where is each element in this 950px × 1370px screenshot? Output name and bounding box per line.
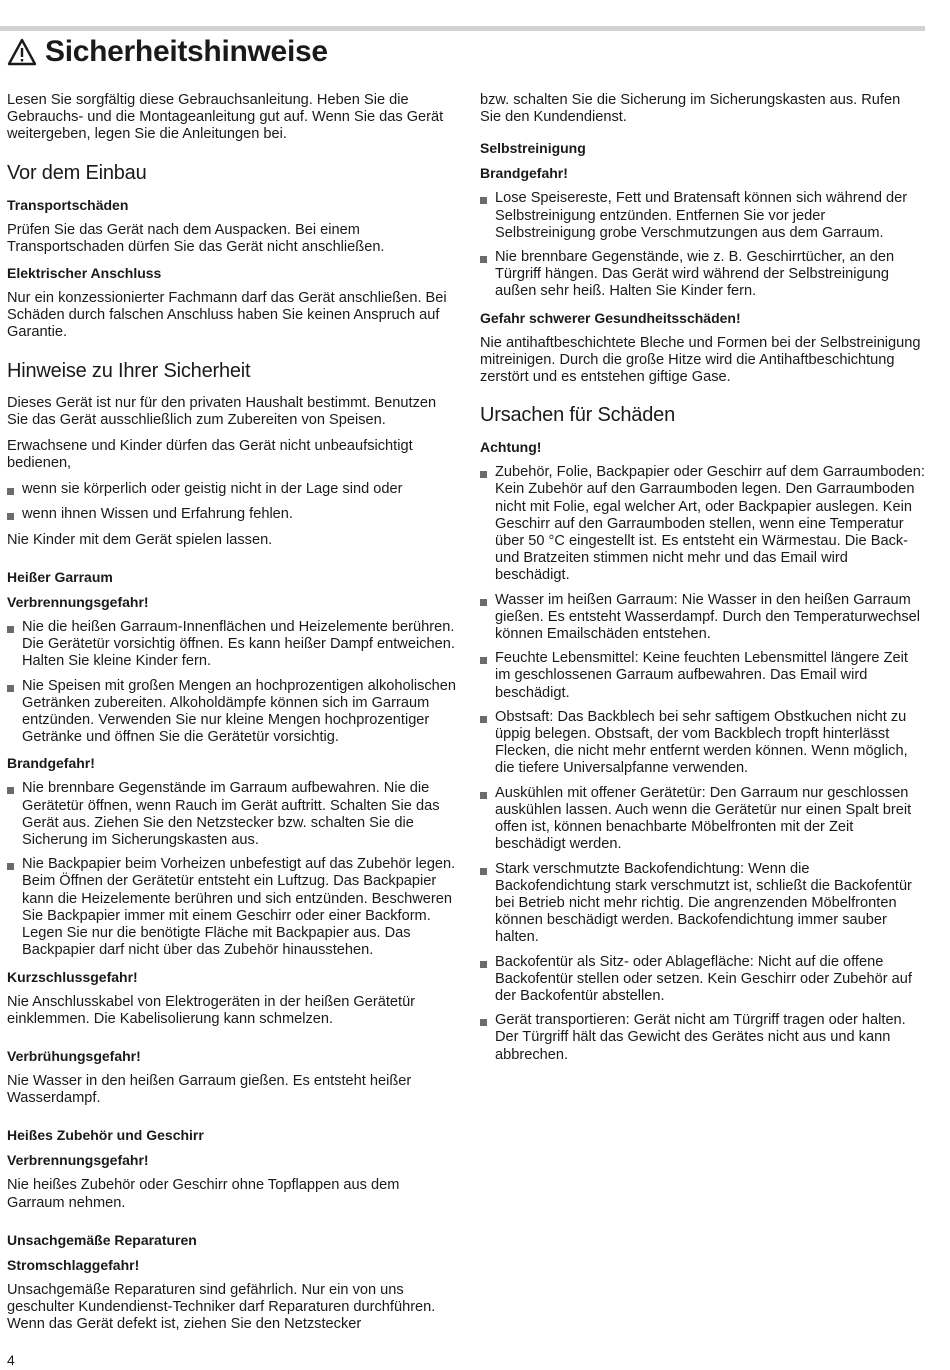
- hinweise-list: [7, 481, 459, 522]
- heading-elektrischer-anschluss: Elektrischer Anschluss: [7, 265, 162, 282]
- square-bullet-icon: [7, 787, 14, 794]
- square-bullet-icon: [7, 513, 14, 520]
- list-item: Stark verschmutzte Backofendichtung: Wenn die Backofendichtung stark verschmutzt ist, schließt die Backofentür bei Betrieb nicht mehr richtig. Die angrenzenden Möbelfronten können beschädigt werden. Backofendichtung immer sauber halten.: [480, 861, 925, 947]
- square-bullet-icon: [480, 599, 487, 606]
- gesundheit-text: Nie antihaftbeschichtete Bleche und Formen bei der Selbstreinigung mitreinigen. Durch die große Hitze wird die Antihaftbeschichtung zerstört und es entstehen giftige Gase.: [480, 334, 921, 386]
- square-bullet-icon: [7, 685, 14, 692]
- heading-heisser-garraum: Heißer Garraum: [7, 569, 113, 586]
- square-bullet-icon: [480, 256, 487, 263]
- right-column: [480, 92, 925, 1073]
- list-item: Lose Speisereste, Fett und Bratensaft können sich während der Selbstreinigung entzünden. Entfernen Sie vor jeder Selbstreinigung grobe Verschmutzungen aus dem Garraum.: [480, 190, 925, 242]
- left-column: [7, 92, 459, 1342]
- hinweise-paragraph: Nie Kinder mit dem Gerät spielen lassen.: [7, 531, 273, 548]
- list-item: Backofentür als Sitz- oder Ablagefläche: Nicht auf die offene Backofentür stellen oder setzen. Kein Geschirr oder Zubehör auf der Backofentür abstellen.: [480, 954, 925, 1006]
- square-bullet-icon: [480, 716, 487, 723]
- zubehoer-text: Nie heißes Zubehör oder Geschirr ohne Topflappen aus dem Garraum nehmen.: [7, 1177, 400, 1211]
- heading-transportschaeden: Transportschäden: [7, 196, 129, 213]
- heading-selbstreinigung: Selbstreinigung: [480, 140, 586, 157]
- hinweise-paragraph: Dieses Gerät ist nur für den privaten Haushalt bestimmt. Benutzen Sie das Gerät ausschließlich zum Zubereiten von Speisen.: [7, 394, 437, 428]
- heading-brandgefahr: Brandgefahr!: [7, 755, 95, 772]
- page-title-text: Sicherheitshinweise: [45, 35, 328, 68]
- reparaturen-text: Unsachgemäße Reparaturen sind gefährlich. Nur ein von uns geschulter Kundendienst-Techniker darf Reparaturen durchführen. Wenn das Gerät defekt ist, ziehen Sie den Netzstecker: [7, 1281, 436, 1333]
- square-bullet-icon: [480, 868, 487, 875]
- verbruehung-text: Nie Wasser in den heißen Garraum gießen. Es entsteht heißer Wasserdampf.: [7, 1072, 412, 1107]
- square-bullet-icon: [7, 863, 14, 870]
- heading-achtung: Achtung!: [480, 439, 542, 456]
- selbstreinigung-list: [480, 190, 925, 300]
- transport-text: Prüfen Sie das Gerät nach dem Auspacken. Bei einem Transportschaden dürfen Sie das Gerät nicht anschließen.: [7, 221, 385, 255]
- heading-hinweise-sicherheit: Hinweise zu Ihrer Sicherheit: [7, 359, 251, 382]
- heading-verbruehungsgefahr: Verbrühungsgefahr!: [7, 1047, 141, 1064]
- warning-triangle-icon: [7, 38, 37, 66]
- list-item: wenn sie körperlich oder geistig nicht in der Lage sind oder: [7, 481, 459, 498]
- square-bullet-icon: [480, 1019, 487, 1026]
- heading-verbrennungsgefahr-zubehoer: Verbrennungsgefahr!: [7, 1152, 149, 1169]
- heading-vor-dem-einbau: Vor dem Einbau: [7, 161, 147, 184]
- list-item: Gerät transportieren: Gerät nicht am Türgriff tragen oder halten. Der Türgriff hält das Gewicht des Gerätes nicht aus und kann abbrechen.: [480, 1012, 925, 1064]
- square-bullet-icon: [480, 471, 487, 478]
- square-bullet-icon: [480, 197, 487, 204]
- list-item: Nie Backpapier beim Vorheizen unbefestigt auf das Zubehör legen. Beim Öffnen der Gerätetür entsteht ein Luftzug. Das Backpapier kann die Heizelemente berühren und sich entzünden. Beschweren Sie Backpapier immer mit einem Geschirr oder einer Backform. Legen Sie nur die benötigte Fläche mit Backpapier aus. Das Backpapier darf nicht über das Zubehör hinausstehen.: [7, 856, 459, 959]
- square-bullet-icon: [480, 657, 487, 664]
- brand-list: [7, 780, 459, 959]
- list-item: wenn ihnen Wissen und Erfahrung fehlen.: [7, 506, 459, 523]
- kurzschluss-text: Nie Anschlusskabel von Elektrogeräten in der heißen Gerätetür einklemmen. Die Kabelisolierung kann schmelzen.: [7, 993, 416, 1027]
- elektrisch-text: Nur ein konzessionierter Fachmann darf das Gerät anschließen. Bei Schäden durch falschen Anschluss haben Sie keinen Anspruch auf Garantie.: [7, 290, 447, 341]
- continuation-text: bzw. schalten Sie die Sicherung im Sicherungskasten aus. Rufen Sie den Kundendienst.: [480, 92, 901, 126]
- list-item: Nie die heißen Garraum-Innenflächen und Heizelemente berühren. Die Gerätetür vorsichtig öffnen. Es kann heißer Dampf entweichen. Halten Sie kleine Kinder fern.: [7, 619, 459, 671]
- list-item: Feuchte Lebensmittel: Keine feuchten Lebensmittel längere Zeit im geschlossenen Garraum aufbewahren. Das Email wird beschädigt.: [480, 650, 925, 702]
- heading-kurzschlussgefahr: Kurzschlussgefahr!: [7, 968, 138, 985]
- page-title: [7, 34, 328, 70]
- list-item: Zubehör, Folie, Backpapier oder Geschirr auf dem Garraumboden: Kein Zubehör auf den Garraumboden legen. Den Garraumboden nicht mit Folie, egal welcher Art, oder Backpapier auslegen. Kein Geschirr auf den Garraumboden stellen, wenn eine Temperatur über 50 °C eingestellt ist. Es entsteht ein Wärmestau. Die Back- und Bratzeiten stimmen nicht mehr und das Email wird beschädigt.: [480, 464, 925, 584]
- heading-ursachen-schaeden: Ursachen für Schäden: [480, 404, 676, 427]
- heading-unsachgemaesse-reparaturen: Unsachgemäße Reparaturen: [7, 1231, 197, 1248]
- list-item: Wasser im heißen Garraum: Nie Wasser in den heißen Garraum gießen. Es entsteht Wasserdampf. Durch den Temperaturwechsel können Emailschäden entstehen.: [480, 592, 925, 644]
- heading-verbrennungsgefahr: Verbrennungsgefahr!: [7, 594, 149, 611]
- heading-stromschlaggefahr: Stromschlaggefahr!: [7, 1256, 140, 1273]
- heading-brandgefahr-selbstreinigung: Brandgefahr!: [480, 165, 568, 182]
- heading-gesundheitsschaeden: Gefahr schwerer Gesundheitsschäden!: [480, 309, 741, 326]
- intro-text: Lesen Sie sorgfältig diese Gebrauchsanleitung. Heben Sie die Gebrauchs- und die Montageanleitung gut auf. Wenn Sie das Gerät weitergeben, legen Sie die Anleitungen bei.: [7, 92, 444, 143]
- verbrennung-list: [7, 619, 459, 746]
- square-bullet-icon: [7, 626, 14, 633]
- heading-heisses-zubehoer: Heißes Zubehör und Geschirr: [7, 1127, 204, 1144]
- list-item: Nie brennbare Gegenstände im Garraum aufbewahren. Nie die Gerätetür öffnen, wenn Rauch im Gerät auftritt. Schalten Sie das Gerät aus. Ziehen Sie den Netzstecker bzw. schalten Sie die Sicherung im Sicherungskasten aus.: [7, 780, 459, 849]
- list-item: Nie Speisen mit großen Mengen an hochprozentigen alkoholischen Getränken zubereiten. Alkoholdämpfe können sich im Garraum entzünden. Verwenden Sie nur kleine Mengen hochprozentiger Getränke und öffnen Sie die Gerätetür vorsichtig.: [7, 678, 459, 747]
- square-bullet-icon: [480, 792, 487, 799]
- hinweise-paragraph: Erwachsene und Kinder dürfen das Gerät nicht unbeaufsichtigt bedienen,: [7, 438, 413, 472]
- list-item: Auskühlen mit offener Gerätetür: Den Garraum nur geschlossen auskühlen lassen. Auch wenn die Gerätetür nur einen Spalt breit offen ist, können benachbarte Möbelfronten mit der Zeit beschädigt werden.: [480, 785, 925, 854]
- top-rule: [0, 26, 925, 31]
- page-number: 4: [7, 1352, 15, 1368]
- list-item: Nie brennbare Gegenstände, wie z. B. Geschirrtücher, an den Türgriff hängen. Das Gerät wird während der Selbstreinigung außen sehr heiß. Halten Sie Kinder fern.: [480, 249, 925, 301]
- square-bullet-icon: [7, 488, 14, 495]
- list-item: Obstsaft: Das Backblech bei sehr saftigem Obstkuchen nicht zu üppig belegen. Obstsaft, der vom Backblech tropft hinterlässt Flecken, die nicht mehr entfernt werden können. Wenn möglich, die tiefere Universalpfanne verwenden.: [480, 709, 925, 778]
- ursachen-list: [480, 464, 925, 1064]
- square-bullet-icon: [480, 961, 487, 968]
